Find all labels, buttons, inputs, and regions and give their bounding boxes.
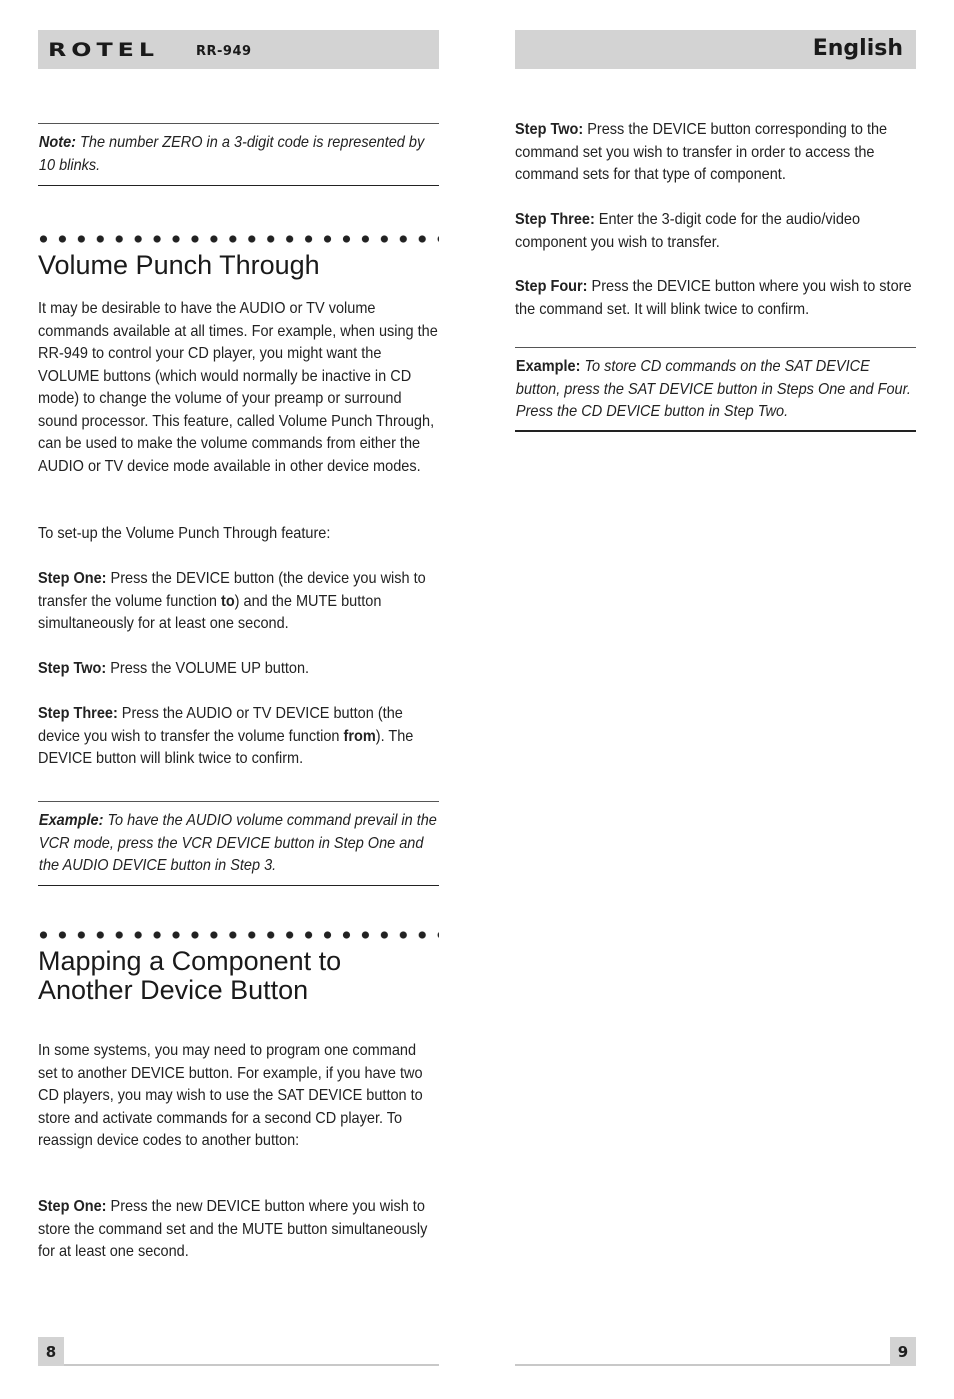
header-bar-left	[38, 30, 439, 69]
step-text: Press the DEVICE button (the device you wish to transfer the volume function	[38, 570, 426, 610]
example-text: To store CD commands on the SAT DEVICE button, press the SAT DEVICE button in Steps One and Four. Press the CD DEVICE button in Step Two.	[515, 358, 911, 420]
language-label: English	[812, 36, 903, 61]
step-text: Press the DEVICE button where you wish to store the command set. It will blink twice to confirm.	[515, 278, 912, 318]
step-label: Step One:	[38, 1198, 107, 1215]
page-number-right: 9	[890, 1337, 916, 1366]
step-text: Press the VOLUME UP button.	[106, 660, 310, 677]
step-text: Press the DEVICE button corresponding to the command set you wish to transfer in order to access the command sets for that type of component.	[515, 121, 888, 183]
volume-step-one	[38, 568, 438, 636]
header-bar-right	[515, 30, 916, 69]
note-box	[38, 123, 439, 186]
mapping-example-box	[515, 347, 916, 432]
mapping-step-three	[515, 209, 915, 254]
example-label: Example:	[38, 812, 104, 829]
note-text: The number ZERO in a 3-digit code is represented by 10 blinks.	[38, 134, 425, 174]
mapping-step-four	[515, 276, 915, 321]
mapping-intro-paragraph: In some systems, you may need to program one command set to another DEVICE button. For example, if you have two CD players, you may wish to use the SAT DEVICE button to store and activate commands for a second CD player. To reassign device codes to another button:	[38, 1042, 423, 1149]
step-text: Press the AUDIO or TV DEVICE button (the device you wish to transfer the volume function	[38, 705, 403, 745]
section-title-volume: Volume Punch Through	[38, 250, 320, 280]
section-divider-dots	[38, 234, 439, 244]
volume-intro-paragraph: It may be desirable to have the AUDIO or TV volume commands available at all times. For example, when using the RR-949 to control your CD player, you might want the VOLUME buttons (which would normally be inactive in CD mode) to change the volume of your preamp or surround sound processor. This feature, called Volume Punch Through, can be used to make the volume commands from either the AUDIO or TV device mode available in other device modes.	[38, 300, 438, 475]
step-label: Step Two:	[515, 121, 584, 138]
footer-rule-right	[515, 1364, 916, 1366]
step-emphasis: from	[343, 727, 376, 745]
example-text: To have the AUDIO volume command prevail in the VCR mode, press the VCR DEVICE button in Step One and the AUDIO DEVICE button in Step 3.	[38, 812, 437, 874]
step-label: Step Four:	[515, 278, 588, 295]
model-name: RR-949	[196, 44, 252, 59]
volume-setup-line: To set-up the Volume Punch Through feature:	[38, 525, 331, 542]
title-line: Mapping a Component to	[38, 946, 342, 976]
brand-logo: ROTEL	[48, 39, 160, 61]
mapping-step-two	[515, 119, 915, 187]
volume-step-two	[38, 658, 438, 681]
section-title-mapping	[38, 947, 341, 1005]
step-label: Step Two:	[38, 660, 107, 677]
section-divider-dots	[38, 930, 439, 940]
volume-step-three	[38, 703, 438, 771]
step-text: ) and the MUTE button simultaneously for at least one second.	[38, 592, 382, 632]
step-text: Press the new DEVICE button where you wish to store the command set and the MUTE button simultaneously for at least one second.	[38, 1198, 428, 1260]
title-line: Another Device Button	[38, 975, 309, 1005]
footer-rule-left	[38, 1364, 439, 1366]
step-text: Enter the 3-digit code for the audio/video component you wish to transfer.	[515, 211, 861, 251]
page-number-left: 8	[38, 1337, 64, 1366]
step-label: Step Three:	[515, 211, 595, 228]
step-label: Step One:	[38, 570, 107, 587]
step-emphasis: to	[220, 592, 235, 610]
example-label: Example:	[515, 358, 581, 375]
note-label: Note:	[38, 134, 76, 151]
step-label: Step Three:	[38, 705, 118, 722]
step-text: ). The DEVICE button will blink twice to confirm.	[38, 727, 414, 767]
volume-example-box	[38, 801, 439, 886]
mapping-step-one	[38, 1196, 438, 1264]
